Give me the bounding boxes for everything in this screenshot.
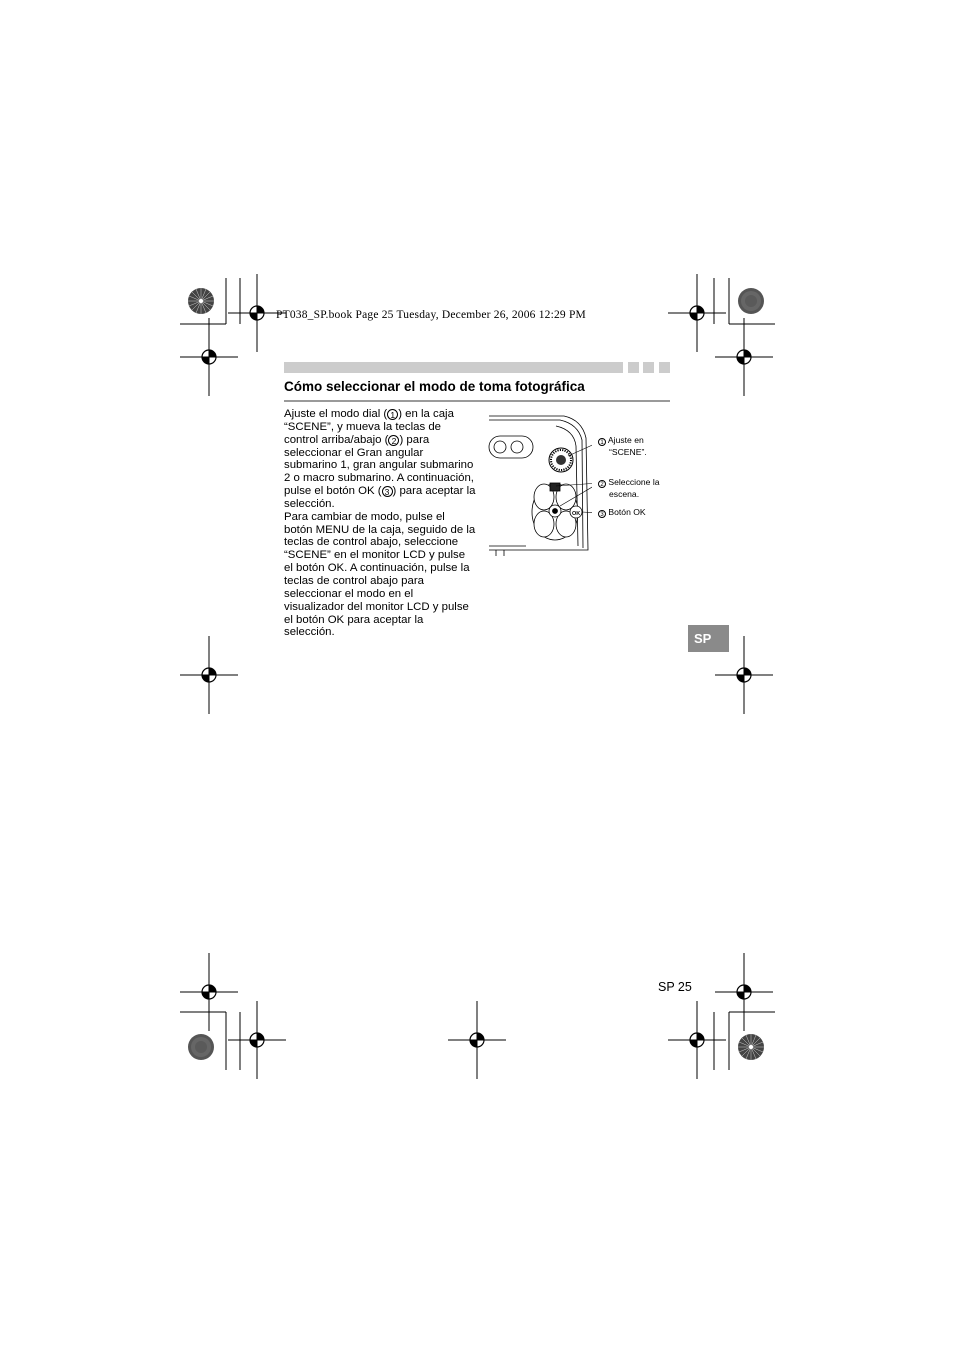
circled-number: 1	[387, 409, 398, 420]
circled-number: 2	[598, 480, 606, 488]
callout-1: 1 Ajuste en “SCENE”.	[598, 435, 647, 458]
language-tab: SP	[688, 625, 729, 652]
circled-number: 2	[388, 435, 399, 446]
circled-number: 3	[382, 486, 393, 497]
instruction-paragraph-1: Ajuste el modo dial ( 1 ) en la caja “SCENE”, y mueva la teclas de control arriba/abajo ( 2 ) para seleccionar el Gran angular submarino 1, gran angular submarino 2 o macro submarino. A continuación, pulse el botón OK ( 3 ) para aceptar la selección.	[284, 408, 476, 510]
circled-number: 1	[598, 438, 606, 446]
section-bar-square	[659, 362, 670, 373]
section-bar-square	[628, 362, 639, 373]
section-title: Cómo seleccionar el modo de toma fotográfica	[284, 379, 585, 394]
instruction-paragraph-2: Para cambiar de modo, pulse el botón MENU de la caja, seguido de la teclas de control abajo, seleccione “SCENE” en el monitor LCD y pulse el botón OK. A continuación, pulse la teclas de control abajo para seleccionar el modo en el visualizador del monitor LCD y pulse el botón OK para aceptar la selección.	[284, 510, 476, 639]
ok-button-label: OK	[572, 511, 581, 517]
section-bar	[284, 362, 623, 373]
file-info-header: PT038_SP.book Page 25 Tuesday, December 26, 2006 12:29 PM	[276, 309, 586, 321]
instructions-text	[284, 408, 476, 639]
mode-dial	[549, 448, 573, 472]
page-number: SP 25	[658, 980, 692, 994]
camera-housing-illustration	[486, 412, 592, 558]
callout-2: 2 Seleccione la escena.	[598, 477, 660, 500]
circled-number: 3	[598, 510, 606, 518]
section-bar-square	[643, 362, 654, 373]
callout-3: 3 Botón OK	[598, 507, 646, 519]
title-underline	[284, 400, 670, 402]
